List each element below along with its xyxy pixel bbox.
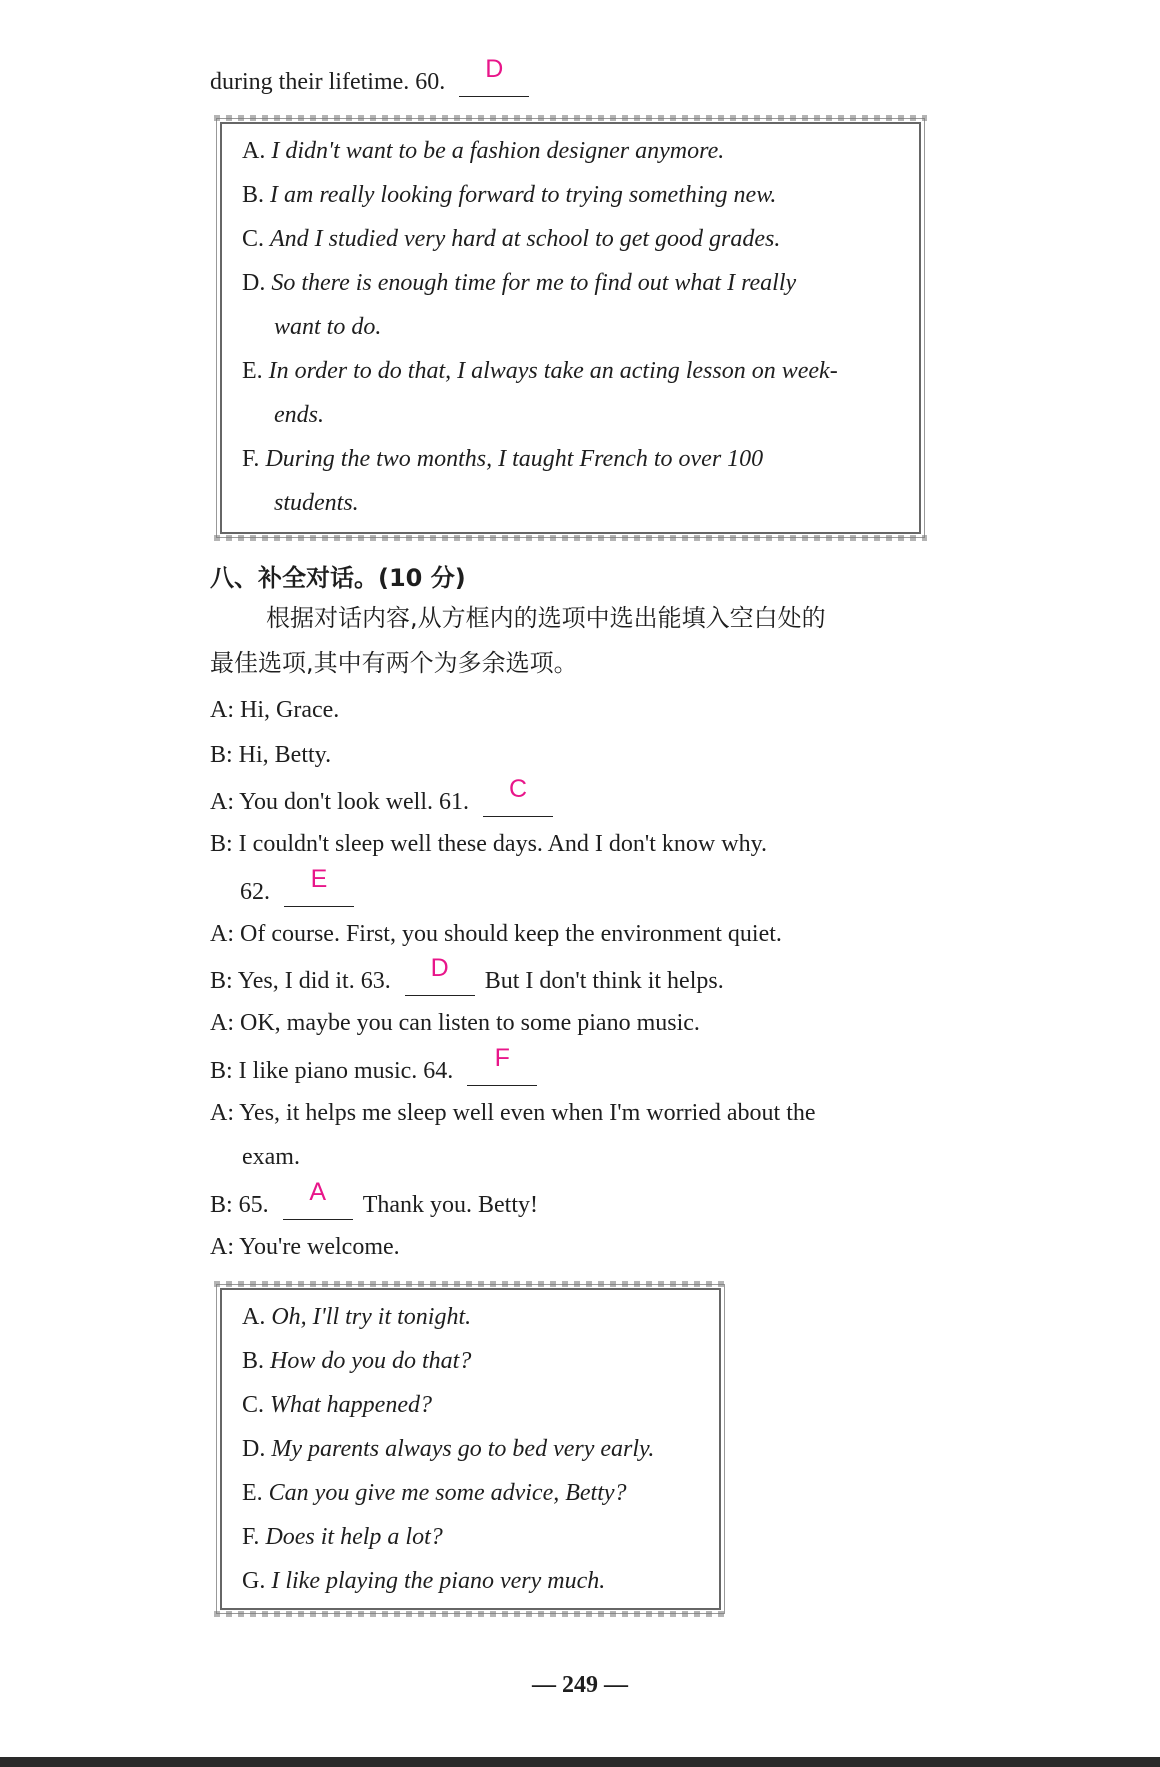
box1-option-e: E. In order to do that, I always take an acting lesson on week- (242, 358, 838, 384)
dialogue-line: B: I couldn't sleep well these days. And I don't know why. (210, 831, 768, 857)
answer-blank-65 (283, 1178, 353, 1220)
dialogue-line: B: 65. A Thank you. Betty! (210, 1178, 538, 1218)
answer-blank-63 (405, 954, 475, 996)
dialogue-line: A: You don't look well. 61. C (210, 784, 563, 817)
options-box-1 (220, 122, 921, 534)
box2-option-a: A. Oh, I'll try it tonight. (242, 1304, 472, 1330)
box1-option-c: C. And I studied very hard at school to get good grades. (242, 226, 781, 252)
answer-blank-61 (483, 775, 553, 817)
options-box-2 (220, 1288, 721, 1610)
box1-option-b: B. I am really looking forward to trying something new. (242, 182, 777, 208)
page-number: — 249 — (532, 1672, 628, 1698)
answer-65: A (309, 1178, 327, 1206)
answer-64: F (494, 1044, 510, 1072)
dialogue-line: A: You're welcome. (210, 1234, 400, 1260)
dialogue-line: A: Yes, it helps me sleep well even when I'm worried about the (210, 1100, 816, 1126)
box2-option-c: C. What happened? (242, 1392, 432, 1418)
answer-63: D (430, 954, 449, 982)
dialogue-line: B: I like piano music. 64. F (210, 1053, 547, 1086)
box2-option-g: G. I like playing the piano very much. (242, 1568, 606, 1594)
box1-option-a: A. I didn't want to be a fashion designer anymore. (242, 138, 725, 164)
box1-option-d: D. So there is enough time for me to find out what I really (242, 270, 797, 296)
box1-option-e-cont: ends. (274, 402, 324, 428)
box2-option-d: D. My parents always go to bed very early. (242, 1436, 655, 1462)
dialogue-line: B: Yes, I did it. 63. D But I don't think it helps. (210, 954, 724, 994)
bottom-bar (0, 1757, 1160, 1767)
instruction-line-2: 最佳选项,其中有两个为多余选项。 (210, 649, 578, 677)
box1-option-d-cont: want to do. (274, 314, 382, 340)
answer-62: E (310, 865, 328, 893)
dialogue-line: B: Hi, Betty. (210, 742, 332, 768)
answer-60: D (485, 55, 504, 83)
instruction-line-1: 根据对话内容,从方框内的选项中选出能填入空白处的 (266, 604, 826, 632)
dialogue-line: exam. (242, 1144, 300, 1170)
dialogue-line: A: Of course. First, you should keep the environment quiet. (210, 921, 782, 947)
section-heading: 八、补全对话。(10 分) (210, 564, 466, 592)
box2-option-b: B. How do you do that? (242, 1348, 472, 1374)
answer-61: C (509, 775, 528, 803)
answer-blank-64 (467, 1044, 537, 1086)
dialogue-line: A: OK, maybe you can listen to some piano music. (210, 1010, 700, 1036)
box2-option-f: F. Does it help a lot? (242, 1524, 443, 1550)
dialogue-line: A: Hi, Grace. (210, 697, 340, 723)
question-60-text: during their lifetime. 60. (210, 69, 446, 95)
dialogue-line: 62. E (240, 874, 364, 907)
box1-option-f-cont: students. (274, 490, 359, 516)
box2-option-e: E. Can you give me some advice, Betty? (242, 1480, 627, 1506)
answer-blank-60 (459, 55, 529, 97)
box1-option-f: F. During the two months, I taught French to over 100 (242, 446, 764, 472)
question-60-line (210, 55, 539, 97)
